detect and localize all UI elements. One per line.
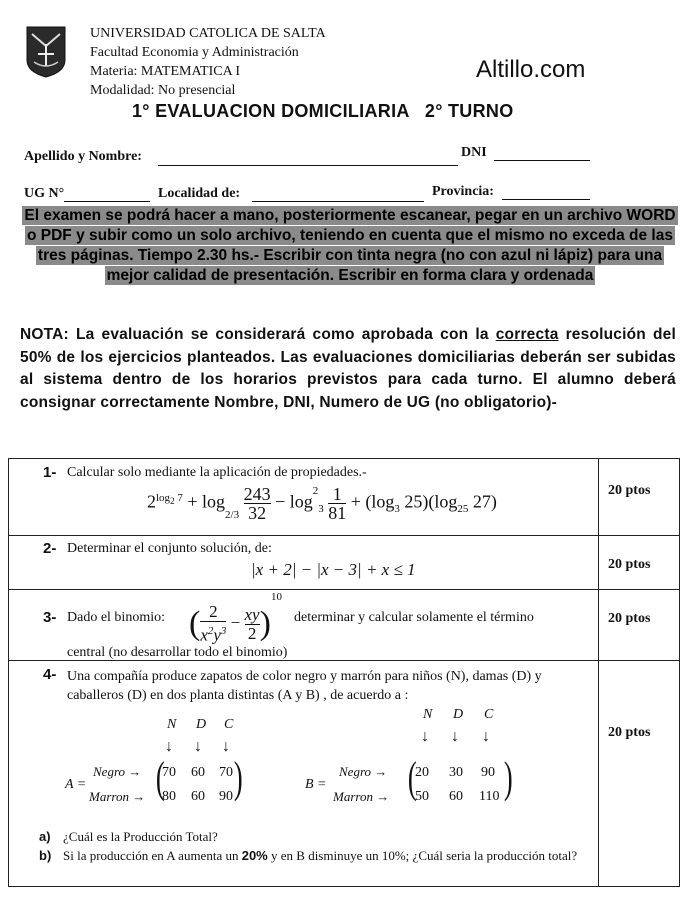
matrix-right-bracket: ) [233, 753, 243, 802]
matrix-cell: 90 [481, 765, 495, 780]
matrix-cell: 60 [449, 789, 463, 804]
matrix-col-header: D [453, 707, 464, 722]
question-b-label: b) [39, 848, 52, 863]
table-row-divider [9, 589, 679, 590]
matrix-left-bracket: ( [155, 753, 165, 802]
exercise-text: Una compañía produce zapatos de color negro y marrón para niños (N), damas (D) y caballeros (D) en dos planta distintas (A y B) , de acuerdo a : [67, 669, 542, 703]
locality-line [252, 201, 424, 202]
matrix-left-bracket: ( [407, 753, 417, 802]
exercise-text: central (no desarrollar todo el binomio) [67, 645, 288, 660]
faculty-name: Facultad Economia y Administración [90, 45, 299, 60]
matrix-label: A = [65, 777, 87, 792]
matrix-row-label: Marron → [333, 789, 390, 804]
instructions-text: El examen se podrá hacer a mano, posteriormente escanear, pegar en un archivo WORD o PDF y subir como un solo archivo, teniendo en cuenta que el mismo no exceda de las tres páginas. Tiempo 2.30 hs.- Escribir con tinta negra (no con azul ni lápiz) para una mejor calidad de presentación. Escribir en forma clara y ordenada [24, 207, 676, 284]
exercise-number: 1- [43, 464, 57, 481]
exercise-text: Dado el binomio: [67, 610, 165, 625]
matrix-cell: 70 [162, 765, 176, 780]
matrix-cell: 30 [449, 765, 463, 780]
matrix-cell: 80 [162, 789, 176, 804]
matrix-cell: 50 [415, 789, 429, 804]
nota-suffix: resolución del 50% de los ejercicios planteados. Las evaluaciones domiciliarias deberán ser subidas al sistema dentro de los horarios previstos para cada turno. El alumno deberá consignar correctamente Nombre, DNI, Numero de UG (no obligatorio)- [20, 326, 676, 411]
arrow-down-icon: ↓ [165, 738, 173, 755]
table-row-divider [9, 535, 679, 536]
exercise-number: 4- [43, 666, 57, 683]
matrix-cell: 70 [219, 765, 233, 780]
exercises-table [8, 458, 680, 887]
exercise-number: 3- [43, 609, 57, 626]
subject-name: Materia: MATEMATICA I [90, 64, 241, 79]
dni-line [494, 160, 590, 161]
ug-label: UG N° [24, 186, 65, 201]
nota-prefix: NOTA: La evaluación se considerará como aprobada con la [20, 326, 496, 343]
exercise-3-binomial: ( $\frac{2}{x^2y^3}$ − $\frac{xy}{2}$ )$^{10}$ [189, 591, 282, 645]
exercise-text: determinar y calcular solamente el término [294, 610, 534, 625]
matrix-col-header: N [423, 707, 433, 722]
exercise-2-formula: |x + 2| − |x − 3| + x ≤ 1 [251, 560, 416, 579]
exercise-points: 20 ptos [608, 483, 651, 498]
matrix-cell: 110 [479, 789, 500, 804]
exercise-1-formula: $2^{log_2 7} + \log_{2/3}$ $\frac{243}{32}$ − $\log^2_3$ $\frac{1}{81}$ + ($\log_3$ $25)(\log_{25}$ 27) [147, 484, 497, 523]
matrix-col-header: N [167, 717, 177, 732]
nota-underlined: correcta [495, 326, 559, 343]
matrix-row-label: Negro → [93, 764, 142, 779]
exercise-points: 20 ptos [608, 725, 651, 740]
locality-label: Localidad de: [158, 186, 241, 201]
ug-line [64, 201, 150, 202]
arrow-down-icon: ↓ [482, 728, 490, 745]
matrix-cell: 90 [219, 789, 233, 804]
exercise-points: 20 ptos [608, 557, 651, 572]
matrix-cell: 60 [191, 765, 205, 780]
matrix-col-header: C [484, 707, 494, 722]
question-b-bold: 20% [241, 848, 268, 863]
matrix-right-bracket: ) [503, 753, 513, 802]
arrow-down-icon: ↓ [222, 738, 230, 755]
exercise-text: Determinar el conjunto solución, de: [67, 541, 272, 556]
matrix-row-label: Negro → [339, 764, 388, 779]
province-line [502, 199, 590, 200]
exam-title: 1° EVALUACION DOMICILIARIA 2° TURNO [132, 101, 514, 121]
modality: Modalidad: No presencial [90, 83, 236, 98]
matrix-label: B = [305, 777, 327, 792]
exercise-text: Calcular solo mediante la aplicación de propiedades.- [67, 465, 367, 480]
matrix-col-header: D [196, 717, 207, 732]
university-name: UNIVERSIDAD CATOLICA DE SALTA [90, 26, 326, 41]
exercise-number: 2- [43, 540, 57, 557]
table-column-divider [598, 459, 599, 886]
question-b-part-2: y en B disminuye un 10%; ¿Cuál seria la producción total? [267, 848, 578, 863]
nota-paragraph [20, 324, 676, 414]
watermark-text: Altillo.com [476, 56, 586, 83]
name-label: Apellido y Nombre: [24, 149, 142, 164]
dni-label: DNI [461, 145, 487, 160]
name-line [158, 165, 458, 166]
matrix-cell: 60 [191, 789, 205, 804]
matrix-cell: 20 [415, 765, 429, 780]
question-b-part-1: Si la producción en A aumenta un [63, 848, 242, 863]
instructions-block [22, 206, 678, 286]
university-logo [26, 26, 66, 78]
matrix-col-header: C [224, 717, 234, 732]
arrow-down-icon: ↓ [451, 728, 459, 745]
exercise-points: 20 ptos [608, 611, 651, 626]
matrix-row-label: Marron → [89, 789, 146, 804]
arrow-down-icon: ↓ [421, 728, 429, 745]
question-a-text: ¿Cuál es la Producción Total? [63, 829, 218, 844]
arrow-down-icon: ↓ [194, 738, 202, 755]
province-label: Provincia: [432, 184, 494, 199]
question-a-label: a) [39, 829, 51, 844]
question-b-text [63, 848, 583, 864]
